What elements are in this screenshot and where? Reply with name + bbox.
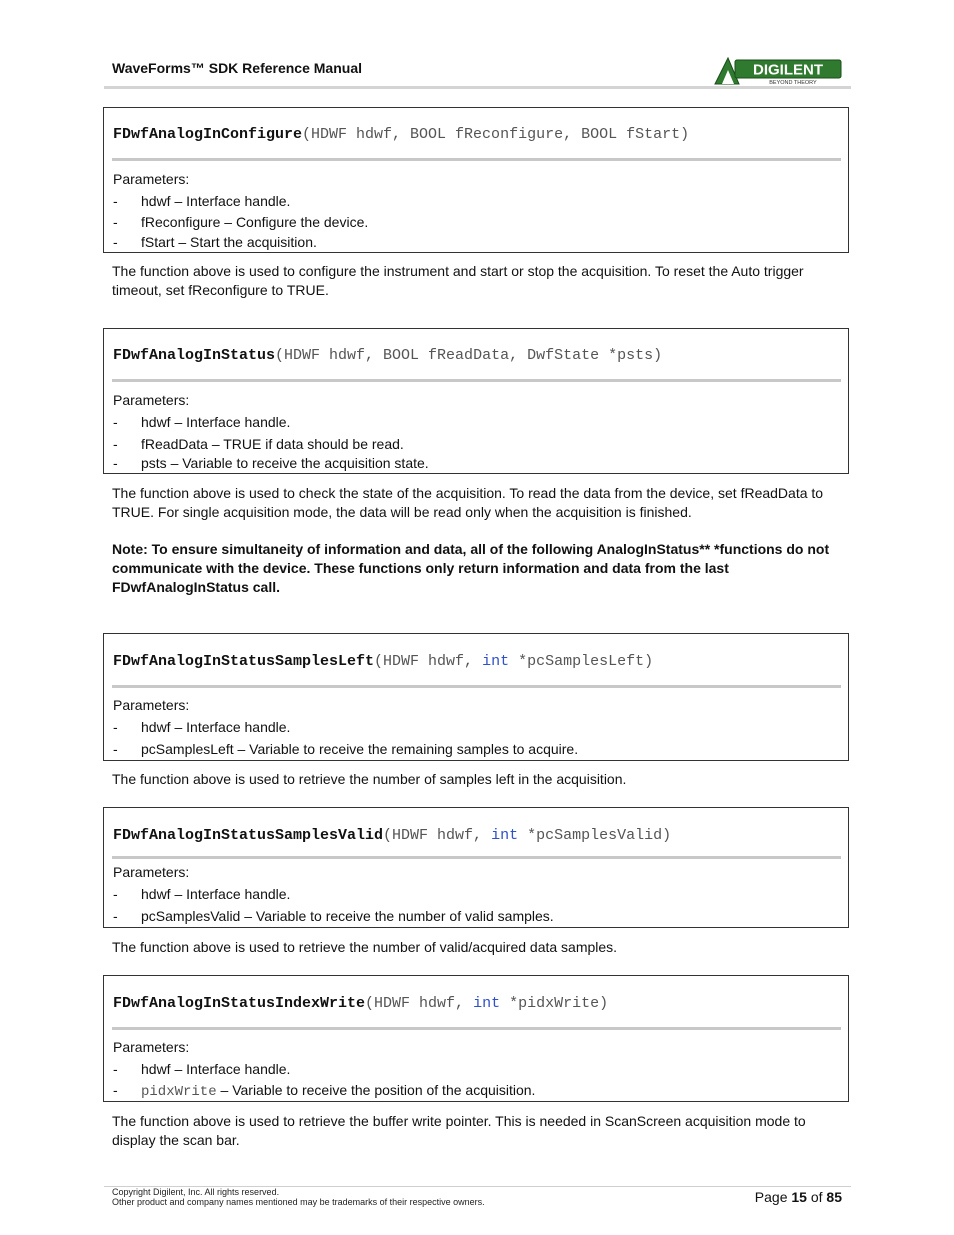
parameter-item: - hdwf – Interface handle. <box>113 193 291 209</box>
function-box-index-write <box>103 975 849 1102</box>
signature-divider <box>112 379 841 382</box>
logo-wordmark: DIGILENT <box>753 61 823 79</box>
function-description: The function above is used to retrieve the number of samples left in the acquisition. <box>112 771 627 787</box>
function-signature: FDwfAnalogInStatusSamplesLeft(HDWF hdwf, int *pcSamplesLeft) <box>113 653 654 670</box>
parameter-item: - hdwf – Interface handle. <box>113 719 291 735</box>
function-box-configure <box>103 107 849 253</box>
parameters-label: Parameters: <box>113 171 190 187</box>
signature-divider <box>112 1027 841 1030</box>
parameter-item: - pidxWrite – Variable to receive the position of the acquisition. <box>113 1082 536 1100</box>
parameter-item: - fReconfigure – Configure the device. <box>113 214 369 230</box>
parameters-label: Parameters: <box>113 697 190 713</box>
function-box-samples-valid <box>103 807 849 928</box>
parameter-item: - hdwf – Interface handle. <box>113 886 291 902</box>
parameter-item: - fReadData – TRUE if data should be read. <box>113 436 404 452</box>
function-signature: FDwfAnalogInStatusSamplesValid(HDWF hdwf, int *pcSamplesValid) <box>113 827 672 844</box>
manual-title: WaveForms™ SDK Reference Manual <box>112 60 362 76</box>
function-box-samples-left <box>103 633 849 761</box>
function-description: The function above is used to retrieve the buffer write pointer. This is needed in ScanScreen acquisition mode to display the scan bar. <box>112 1113 806 1148</box>
parameters-label: Parameters: <box>113 392 190 408</box>
logo-tagline: BEYOND THEORY <box>769 80 817 86</box>
trademark-text: Other product and company names mentioned may be trademarks of their respective owners. <box>112 1197 485 1207</box>
parameter-item: - hdwf – Interface handle. <box>113 1061 291 1077</box>
page-number: Page 15 of 85 <box>754 1189 842 1205</box>
function-description: The function above is used to check the state of the acquisition. To read the data from the device, set fReadData to TRUE. For single acquisition mode, the data will be read only when the acquisition is finished. <box>112 485 824 520</box>
function-signature: FDwfAnalogInConfigure(HDWF hdwf, BOOL fReconfigure, BOOL fStart) <box>113 126 690 143</box>
parameters-label: Parameters: <box>113 864 190 880</box>
parameter-item: - fStart – Start the acquisition. <box>113 234 317 250</box>
signature-divider <box>112 158 841 161</box>
function-signature: FDwfAnalogInStatus(HDWF hdwf, BOOL fReadData, DwfState *psts) <box>113 347 663 364</box>
parameter-item: - psts – Variable to receive the acquisition state. <box>113 455 429 471</box>
function-box-status <box>103 328 849 474</box>
parameter-item: - pcSamplesLeft – Variable to receive the remaining samples to acquire. <box>113 741 579 757</box>
parameters-label: Parameters: <box>113 1039 190 1055</box>
copyright-text: Copyright Digilent, Inc. All rights reserved. <box>112 1187 280 1197</box>
signature-divider <box>112 685 841 688</box>
important-note: Note: To ensure simultaneity of information and data, all of the following AnalogInStatus** *functions do not communicate with the device. These functions only return information and data from the last FDwfAnalogInStatus call. <box>112 541 830 595</box>
parameter-item: - pcSamplesValid – Variable to receive the number of valid samples. <box>113 908 554 924</box>
header-divider <box>104 86 851 89</box>
parameter-item: - hdwf – Interface handle. <box>113 414 291 430</box>
function-description: The function above is used to configure the instrument and start or stop the acquisition. To reset the Auto trigger timeout, set fReconfigure to TRUE. <box>112 263 804 298</box>
digilent-logo <box>713 56 843 86</box>
function-signature: FDwfAnalogInStatusIndexWrite(HDWF hdwf, int *pidxWrite) <box>113 995 609 1012</box>
signature-divider <box>112 856 841 859</box>
function-description: The function above is used to retrieve the number of valid/acquired data samples. <box>112 939 618 955</box>
